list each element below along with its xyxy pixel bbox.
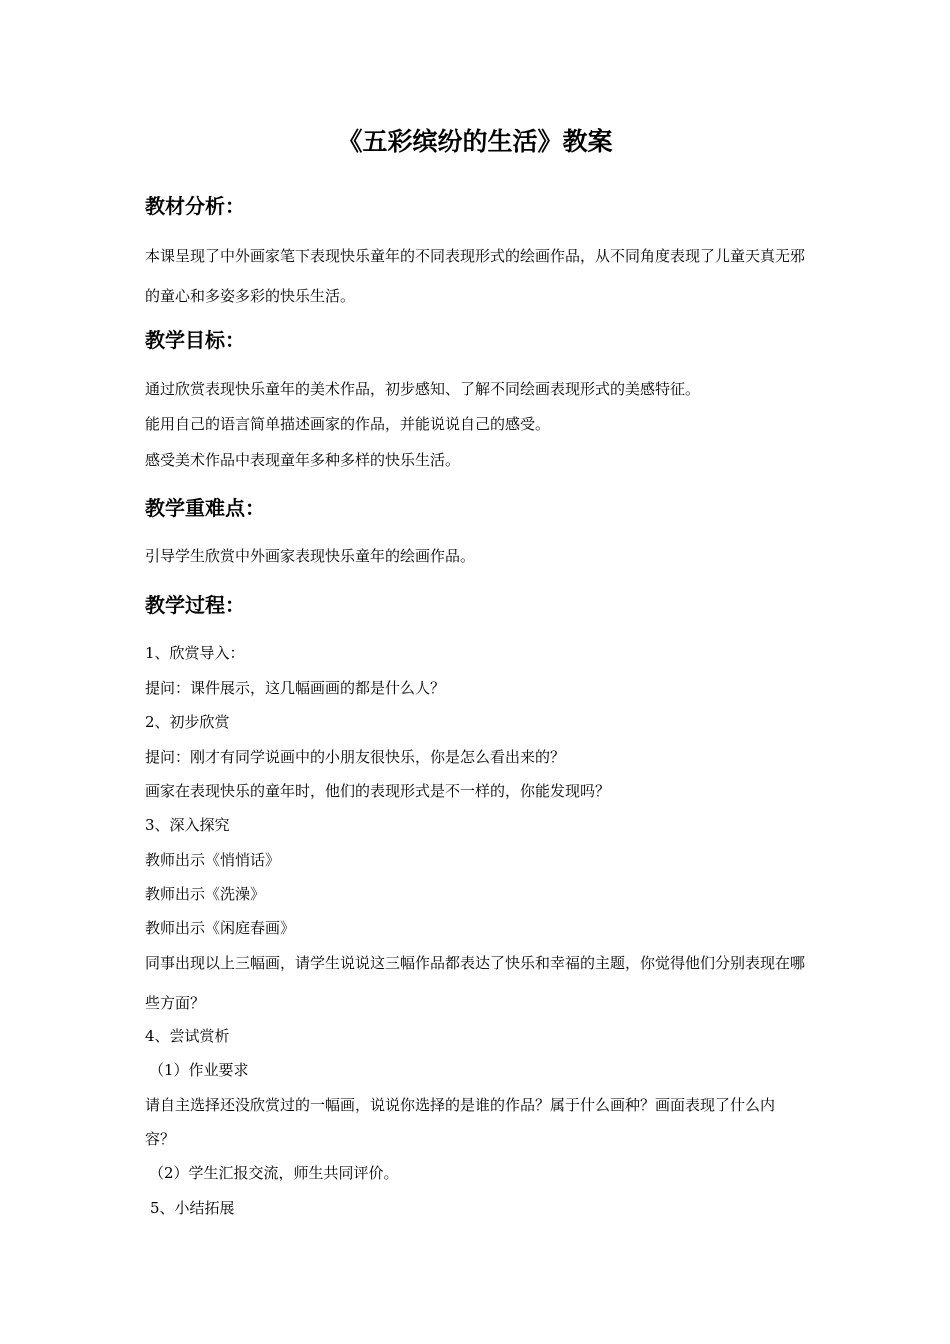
analysis-paragraph: 本课呈现了中外画家笔下表现快乐童年的不同表现形式的绘画作品，从不同角度表现了儿童天真无邪的童心和多姿多彩的快乐生活。 [145, 247, 806, 305]
goal-item: 通过欣赏表现快乐童年的美术作品，初步感知、了解不同绘画表现形式的美感特征。 [145, 380, 701, 398]
document-title: 《五彩缤纷的生活》教案 [337, 127, 613, 156]
process-line: 教师出示《悄悄话》 [145, 851, 281, 869]
process-line: 同事出现以上三幅画，请学生说说这三幅作品都表达了快乐和幸福的主题，你觉得他们分别表现在哪些方面？ [145, 954, 806, 1012]
process-line: 提问：刚才有同学说画中的小朋友很快乐，你是怎么看出来的？ [145, 748, 566, 766]
process-line: 请自主选择还没欣赏过的一幅画，说说你选择的是谁的作品？属于什么画种？画面表现了什么内容？ [145, 1096, 776, 1148]
process-line: （1）作业要求 [149, 1061, 249, 1079]
process-line: 教师出示《洗澡》 [145, 885, 266, 903]
heading-analysis: 教材分析： [145, 194, 245, 218]
keypoints-paragraph: 引导学生欣赏中外画家表现快乐童年的绘画作品。 [145, 547, 476, 565]
process-line: 1、欣赏导入： [145, 644, 245, 662]
process-line: （2）学生汇报交流，师生共同评价。 [149, 1164, 399, 1182]
process-line: 教师出示《闲庭春画》 [145, 919, 296, 937]
process-line: 5、小结拓展 [150, 1199, 235, 1217]
process-line: 提问：课件展示，这几幅画画的都是什么人？ [145, 679, 446, 697]
goal-item: 感受美术作品中表现童年多种多样的快乐生活。 [145, 451, 461, 469]
heading-goals: 教学目标： [145, 328, 245, 352]
heading-process: 教学过程： [145, 593, 245, 617]
process-line: 4、尝试赏析 [145, 1027, 230, 1045]
goal-item: 能用自己的语言简单描述画家的作品，并能说说自己的感受。 [145, 415, 551, 433]
process-line: 画家在表现快乐的童年时，他们的表现形式是不一样的，你能发现吗？ [145, 782, 611, 800]
process-line: 3、深入探究 [145, 816, 230, 834]
process-line: 2、初步欣赏 [145, 713, 230, 731]
heading-keypoints: 教学重难点： [145, 496, 265, 520]
